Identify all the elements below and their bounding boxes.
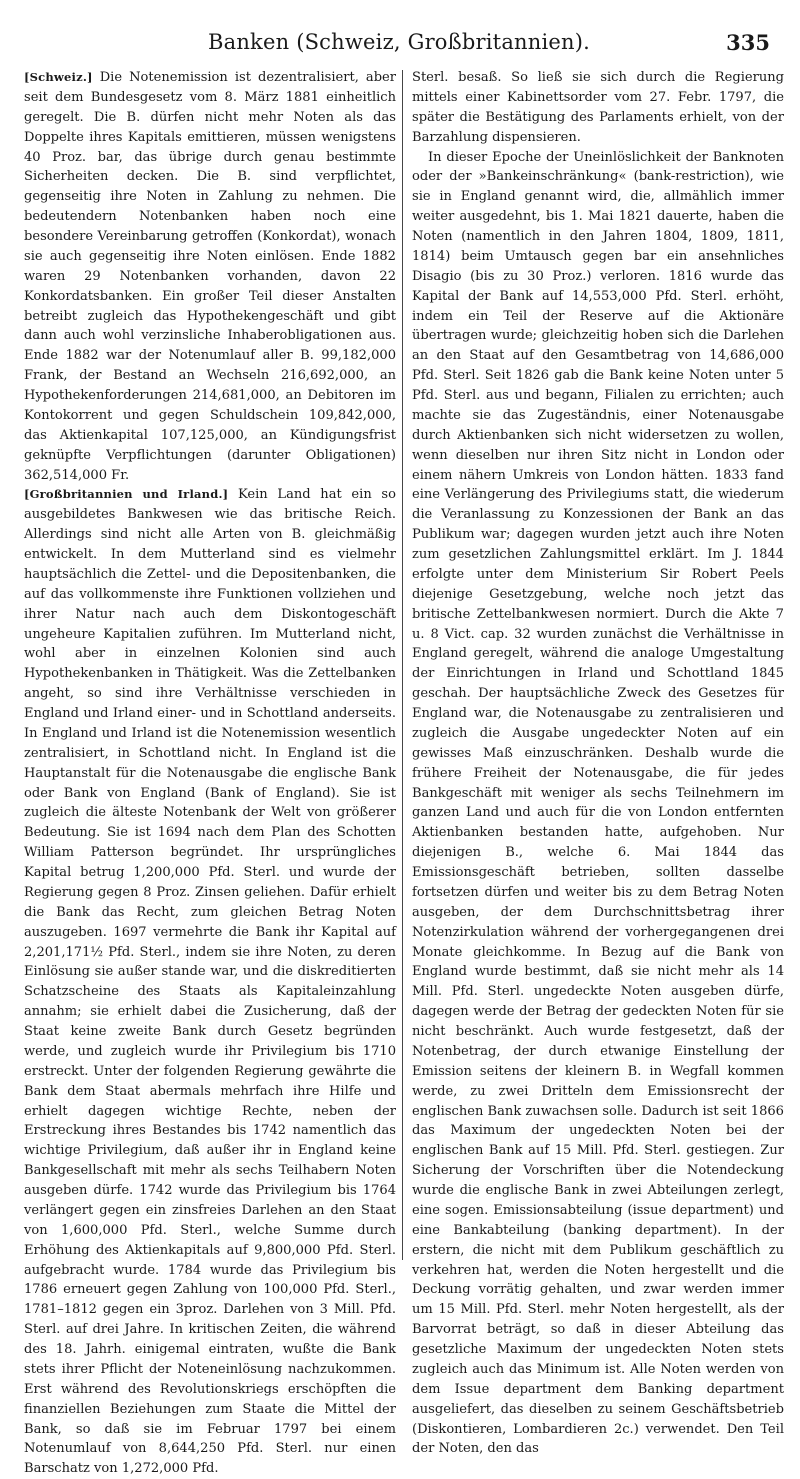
section-marker-grossbritannien: [Großbritannien und Irland.]	[24, 487, 229, 502]
paragraph-text: Die Notenemission ist dezentralisiert, aber seit dem Bundesgesetz vom 8. März 1881 einheitlich geregelt. Die B. dürfen nicht mehr Noten als das Doppelte ihres Kapitals emittieren, müssen wenigstens 40 Proz. bar, das übrige durch genau bestimmte Sicherheiten decken. Die B. sind verpflichtet, gegenseitig ihre Noten in Zahlung zu nehmen. Die bedeutendern Notenbanken haben noch eine besondere Vereinbarung getroffen (Konkordat), wonach sie auch gegenseitig ihre Noten einlösen. Ende 1882 waren 29 Notenbanken vorhanden, davon 22 Konkordatsbanken. Ein großer Teil dieser Anstalten betreibt zugleich das Hypothekengeschäft und gibt dann auch wohl verzinsliche Inhaberobligationen aus. Ende 1882 war der Notenumlauf aller B. 99,182,000 Frank, der Bestand an Wechseln 216,692,000, an Hypothekenforderungen 214,681,000, an Debitoren im Kontokorrent und gegen Schuldschein 109,842,000, das Aktienkapital 107,125,000, an Kündigungsfrist geknüpfte Verpflichtungen (darunter Obligationen) 362,514,000 Fr.	[24, 70, 396, 483]
left-column	[24, 68, 396, 1477]
paragraph-text: Kein Land hat ein so ausgebildetes Bankwesen wie das britische Reich. Allerdings sind nicht alle Arten von B. gleichmäßig entwickelt. In dem Mutterland sind es vielmehr hauptsächlich die Zettel- und die Depositenbanken, die auf das vollkommenste ihre Funktionen vollziehen und ihrer Natur nach auch dem Diskontogeschäft ungeheure Kapitalien zuführen. Im Mutterland nicht, wohl aber in einzelnen Kolonien sind auch Hypothekenbanken in Thätigkeit. Was die Zettelbanken angeht, so sind ihre Verhältnisse verschieden in England und Irland einer- und in Schottland anderseits. In England und Irland ist die Notenemission wesentlich zentralisiert, in Schottland nicht. In England ist die Hauptanstalt für die Notenausgabe die englische Bank oder Bank von England (Bank of England). Sie ist zugleich die älteste Notenbank der Welt von größerer Bedeutung. Sie ist 1694 nach dem Plan des Schotten William Patterson begründet. Ihr ursprüngliches Kapital betrug 1,200,000 Pfd. Sterl. und wurde der Regierung gegen 8 Proz. Zinsen geliehen. Dafür erhielt die Bank das Recht, zum gleichen Betrag Noten auszugeben. 1697 vermehrte die Bank ihr Kapital auf 2,201,171½ Pfd. Sterl., indem sie ihre Noten, zu deren Einlösung sie außer stande war, und die diskreditierten Schatzscheine des Staats als Kapitaleinzahlung annahm; sie erhielt dabei die Zusicherung, daß der Staat keine zweite Bank durch Gesetz begründen werde, und zugleich wurde ihr Privilegium bis 1710 erstreckt. Unter der folgenden Regierung gewährte die Bank dem Staat abermals mehrfach ihre Hilfe und erhielt dagegen wichtige Rechte, neben der Erstreckung ihres Bestandes bis 1742 namentlich das wichtige Privilegium, daß außer ihr in England keine Bankgesellschaft mit mehr als sechs Teilhabern Noten ausgeben dürfe. 1742 wurde das Privilegium bis 1764 verlängert gegen ein zinsfreies Darlehen an den Staat von 1,600,000 Pfd. Sterl., welche Summe durch Erhöhung des Aktienkapitals auf 9,800,000 Pfd. Sterl. aufgebracht wurde. 1784 wurde das Privilegium bis 1786 erneuert gegen Zahlung von 100,000 Pfd. Sterl., 1781–1812 gegen ein 3proz. Darlehen von 3 Mill. Pfd. Sterl. auf drei Jahre. In kritischen Zeiten, die während des 18. Jahrh. einigemal eintraten, wußte die Bank stets ihrer Pflicht der Noteneinlösung nachzukommen. Erst während des Revolutionskriegs erschöpften die finanziellen Beziehungen zum Staate die Mittel der Bank, so daß sie im Februar 1797 bei einem Notenumlauf von 8,644,250 Pfd. Sterl. nur einen Barschatz von 1,272,000 Pfd.	[24, 487, 396, 1477]
page-title: Banken (Schweiz, Großbritannien).	[207, 30, 591, 54]
paragraph-uneinloeslichkeit: In dieser Epoche der Uneinlöslichkeit der Banknoten oder der »Bankeinschränkung« (bank-restriction), wie sie in England genannt wird, die, allmählich immer weiter ausgedehnt, bis 1. Mai 1821 dauerte, haben die Noten (namentlich in den Jahren 1804, 1809, 1811, 1814) beim Umtausch gegen bar ein ansehnliches Disagio (bis zu 30 Proz.) verloren. 1816 wurde das Kapital der Bank auf 14,553,000 Pfd. Sterl. erhöht, indem ein Teil der Reserve auf die Aktionäre übertragen wurde; gleichzeitig hoben sich die Darlehen an den Staat auf den Gesamtbetrag von 14,686,000 Pfd. Sterl. Seit 1826 gab die Bank keine Noten unter 5 Pfd. Sterl. aus und begann, Filialen zu errichten; auch machte sie das Zugeständnis, einer Notenausgabe durch Aktienbanken sich nicht widersetzen zu wollen, wenn dieselben nur ihren Sitz nicht in London oder einem nähern Umkreis von London hätten. 1833 fand eine Verlängerung des Privilegiums statt, die wiederum die Veranlassung zu Konzessionen der Bank an das Publikum war; dagegen wurden jetzt auch ihre Noten zum gesetzlichen Zahlungsmittel erklärt. Im J. 1844 erfolgte unter dem Ministerium Sir Robert Peels diejenige Gesetzgebung, welche noch jetzt das britische Zettelbankwesen normiert. Durch die Akte 7 u. 8 Vict. cap. 32 wurden zunächst die Verhältnisse in England geregelt, während die analoge Umgestaltung der Einrichtungen in Irland und Schottland 1845 geschah. Der hauptsächliche Zweck des Gesetzes für England war, die Notenausgabe zu zentralisieren und zugleich die Ausgabe ungedeckter Noten auf ein gewisses Maß einzuschränken. Deshalb wurde die frühere Freiheit der Notenausgabe, die für jedes Bankgeschäft mit weniger als sechs Teilnehmern im ganzen Land und auch für die von London entfernten Aktienbanken bestanden hatte, aufgehoben. Nur diejenigen B., welche 6. Mai 1844 das Emissionsgeschäft betrieben, sollten dasselbe fortsetzen dürfen und weiter bis zu dem Betrag Noten ausgeben, der dem Durchschnittsbetrag ihrer Notenzirkulation während der vorhergegangenen drei Monate gleichkomme. In Bezug auf die Bank von England wurde bestimmt, daß sie nicht mehr als 14 Mill. Pfd. Sterl. ungedeckte Noten ausgeben dürfe, dagegen werde der Betrag der gedeckten Noten für sie nicht beschränkt. Auch wurde festgesetzt, daß der Notenbetrag, der durch etwanige Einstellung der Emission seitens der kleinern B. in Wegfall kommen werde, zu zwei Dritteln dem Emissionsrecht der englischen Bank zuwachsen solle. Dadurch ist seit 1866 das Maximum der ungedeckten Noten bei der englischen Bank auf 15 Mill. Pfd. Sterl. gestiegen. Zur Sicherung der Vorschriften über die Notendeckung wurde die englische Bank in zwei Abteilungen zerlegt, eine sogen. Emissionsabteilung (issue department) und eine Bankabteilung (banking department). In der erstern, die nicht mit dem Publikum geschäftlich zu verkehren hat, werden die Noten hergestellt und die Deckung vorrätig gehalten, und zwar werden immer um 15 Mill. Pfd. Sterl. mehr Noten hergestellt, als der Barvorrat beträgt, so daß in dieser Abteilung das gesetzliche Maximum der ungedeckten Noten stets zugleich auch das Minimum ist. Alle Noten werden von dem Issue department dem Banking department ausgeliefert, das dieselben zu seinem Geschäftsbetrieb (Diskontieren, Lombardieren 2c.) verwendet. Den Teil der Noten, den das	[412, 149, 784, 1457]
paragraph-grossbritannien	[24, 485, 396, 1479]
paragraph-continuation: Sterl. besaß. So ließ sie sich durch die Regierung mittels einer Kabinettsorder vom 27. Febr. 1797, die später die Bestätigung des Parlaments erhielt, von der Barzahlung dispensieren.	[412, 70, 784, 145]
page-number: 335	[726, 30, 770, 55]
column-divider	[402, 70, 403, 1260]
right-column	[412, 68, 784, 1457]
page-header	[28, 30, 770, 64]
paragraph-schweiz	[24, 68, 396, 485]
section-marker-schweiz: [Schweiz.]	[24, 70, 93, 84]
